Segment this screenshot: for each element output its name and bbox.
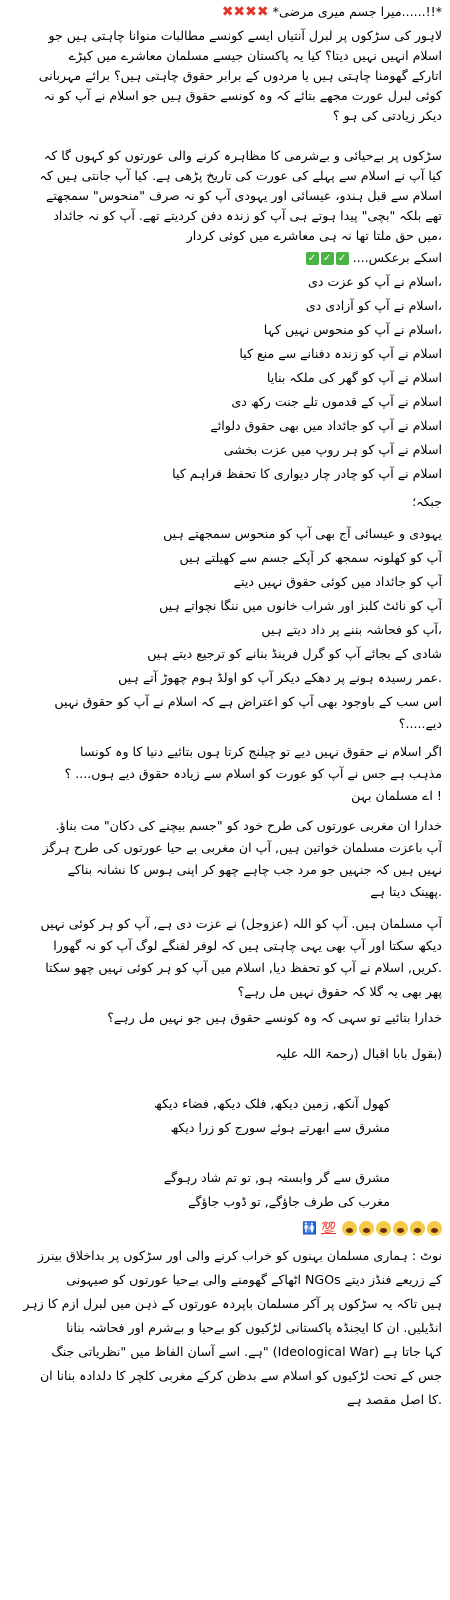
text-line: آپ مسلمان ہیں. آپ کو اللہ (عزوجل) نے عزت دی ہے, آپ کو ہر کوئی نہیں (40, 916, 442, 931)
list-item: .عمر رسیدہ ہونے پر دھکے دیکر آپ کو اولڈ ہوم چھوڑ آتے ہیں (118, 670, 442, 685)
hundred-points-icon: 💯 (321, 1221, 336, 1235)
note-line: کہا جاتا ہے (Ideological War) "ہے. اسے آسان الفاظ میں "نظریاتی جنگ (51, 1344, 442, 1359)
text-line: سڑکوں پر بےحیائی و بےشرمی کا مظاہرہ کرنے والی عورتوں کو کہوں گا کہ (43, 148, 442, 163)
text-line: دیے.....؟ (398, 716, 442, 731)
list-item: ،اسلام نے آپ کو عزت دی (308, 274, 442, 289)
note-line: ہیں تاکہ یہ سڑکوں پر آکر مسلمان باپردہ عورتوں کے ذہن میں لبرل ازم کا زہر (23, 1296, 442, 1311)
text-line: پھر بھی یہ گلا کہ حقوق نہیں مل رہے؟ (237, 984, 442, 999)
text-line: لاہور کی سڑکوں پر لبرل آنتیاں ایسے کونسے مطالبات منوانا چاہتی ہیں جو (48, 28, 442, 43)
text-line: .کریں, اسلام نے آپ کو تحفظ دیا, اسلام میں آپ کو ہر کوئی نہیں چھو سکتا (45, 960, 442, 975)
text-line: ! اے مسلمان بہن (351, 788, 442, 803)
list-item: اسلام نے آپ کو ہر روپ میں عزت بخشی (223, 442, 442, 457)
contrast-line (6, 250, 442, 266)
text-line: آپ باعزت مسلمان خواتین ہیں, آپ ان مغربی بے حیا عورتوں کی طرح ہرگز (42, 840, 442, 855)
list-item: اسلام نے آپ کو جائداد میں بھی حقوق دلوائے (210, 418, 442, 433)
cross-mark-icon: ✖✖✖✖ (221, 4, 269, 20)
poem-line: مشرق سے گر وابستہ ہو, تو تم شاد رہوگے (163, 1170, 390, 1185)
list-item: ،اسلام نے آپ کو آزادی دی (305, 298, 442, 313)
emoji-row (6, 1220, 442, 1236)
note-line: جس کے تحت لڑکیوں کو اسلام سے بدظن کرکے مغربی کلچر کا دلدادہ بنانا ان (39, 1368, 442, 1383)
check-mark-icon: ✓✓✓ (304, 250, 349, 265)
list-item: اسلام نے آپ کے قدموں تلے جنت رکھ دی (231, 394, 442, 409)
note-line: کے زریعے فنڈز دیتے NGOs اٹھاکے گھومنے والی بےحیا عورتوں کو صیہونی (66, 1272, 442, 1287)
list-item: اسلام نے آپ کو گھر کی ملکہ بنایا (266, 370, 442, 385)
poem-line: مشرق سے ابھرتے ہوئے سورج کو زرا دیکھ (170, 1120, 390, 1135)
crying-face-icon (340, 1220, 442, 1235)
note-line: نوٹ : ہماری مسلمان بہنوں کو خراب کرنے والی اور سڑکوں پر بداخلاق بینرز (37, 1248, 442, 1263)
note-line: انڈیلیں. ان کا ایجنڈہ پاکستانی لڑکیوں کو بےحیا و بےشرم اور فحاشہ بنانا (66, 1320, 442, 1335)
list-item: شادی کے بجائے آپ کو گرل فرینڈ بنانے کو ترجیع دیتے ہیں (147, 646, 442, 661)
text-line: مذہب ہے جس نے آپ کو عورت کو اسلام سے زیادہ حقوق دیے ہوں.... ؟ (64, 766, 442, 781)
list-item: یہودی و عیسائی آج بھی آپ کو منحوس سمجھتے ہیں (163, 526, 442, 541)
text-line: اگر اسلام نے حقوق نہیں دیے تو چیلنج کرتا ہوں بتائیے دنیا کا وہ کونسا (80, 744, 442, 759)
text-line: جبکہ؛ (412, 494, 442, 509)
text-line: خدارا ان مغربی عورتوں کی طرح خود کو "جسم بیچنے کی دکان" مت بناؤ. (55, 818, 442, 833)
contrast-label: اسکے برعکس.... (352, 250, 442, 265)
text-line: کیا آپ نے اسلام سے پہلے کی عورت کی تاریخ پڑھی ہے. کیا آپ جانتی ہیں کہ (39, 168, 442, 183)
text-line: اسلام سے قبل ہندو، عیسائی اور یہودی آپ کو نہ صرف "منحوس" سمجھتے (45, 188, 442, 203)
list-item: اسلام نے آپ کو زندہ دفنانے سے منع کیا (239, 346, 442, 361)
quote-attribution: (بقول بابا اقبال (رحمۃ اللہ علیہ (275, 1046, 442, 1061)
text-line: دیکر زیادتی کی ہو ؟ (332, 108, 442, 123)
text-line: دیکھ سکتا اور آپ بھی یہی چاہتی ہیں کہ لوفر لفنگے لوگ آپ کو نہ گھورا (53, 938, 442, 953)
list-item: آپ کو جائداد میں کوئی حقوق نہیں دیتے (233, 574, 442, 589)
text-line: ،میں حق ملتا تھا نہ ہی معاشرے میں کوئی کردار (186, 228, 442, 243)
list-item: ،آپ کو فحاشہ بننے پر داد دیتے ہیں (261, 622, 442, 637)
list-item: ،اسلام نے آپ کو منحوس نہیں کہا (263, 322, 442, 337)
post-title-line (6, 4, 442, 20)
text-line: کوئی لبرل عورت مجھے بتائے کہ وہ کونسے حقوق ہیں جو اسلام نے آپ کو نہ (43, 88, 442, 103)
text-line: نہیں ہیں کہ جنہیں جو مرد جب چاہے چھو کر اپنی ہوس کا نشانہ بناکے (67, 862, 442, 877)
poem-line: مغرب کی طرف جاؤگے, تو ڈوب جاؤگے (188, 1194, 390, 1209)
post-title: *!!......میرا جسم میری مرضی* (272, 4, 442, 19)
list-item: اسلام نے آپ کو چادر چار دیواری کا تحفظ فراہم کیا (172, 466, 442, 481)
restroom-icon: 🚻 (302, 1221, 318, 1235)
note-line: .کا اصل مقصد ہے (347, 1392, 442, 1407)
text-line: اسلام انہیں نہیں دیتا؟ کیا یہ پاکستان جیسے مسلمان معاشرے میں کپڑے (68, 48, 442, 63)
text-line: خدارا بتائیے تو سہی کہ وہ کونسے حقوق ہیں جو نہیں مل رہے؟ (107, 1010, 442, 1025)
poem-line: کھول آنکھ, زمین دیکھ, فلک دیکھ, فضاء دیکھ (154, 1096, 390, 1111)
text-line: .پھینک دیتا ہے (370, 884, 442, 899)
text-line: تھے بلکہ "بچی" پیدا ہوتے ہی آپ کو زندہ دفن کردیتے تھے. آپ کو نہ جائداد (53, 208, 442, 223)
list-item: آپ کو نائٹ کلبز اور شراب خانوں میں ننگا نچواتے ہیں (159, 598, 442, 613)
text-line: اس سب کے باوجود بھی آپ کو اعتراض ہے کہ اسلام نے آپ کو حقوق نہیں (54, 694, 442, 709)
list-item: آپ کو کھلونہ سمجھ کر آپکے جسم سے کھیلتے ہیں (179, 550, 442, 565)
text-line: اتارکے گھومنا چاہتی ہیں یا مردوں کے برابر حقوق چاہتی ہیں؟ برائے مہربانی (38, 68, 442, 83)
